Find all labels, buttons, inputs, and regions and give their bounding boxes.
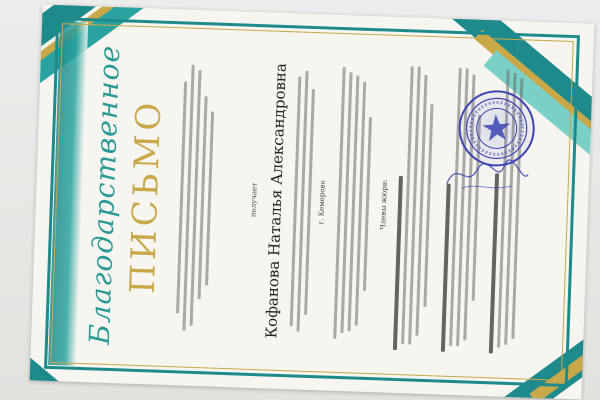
recipient-city: г. Кемерово [317, 180, 327, 225]
certificate-content [56, 28, 567, 375]
gratitude-text-block [333, 58, 378, 349]
organizer-text-block [175, 52, 220, 343]
title-cursive: Благодарственное [82, 44, 127, 346]
recipient-name: Кофанова Наталья Александровна [262, 62, 290, 339]
recipient-label: получает [249, 182, 259, 218]
jury-label: Члены жюри: [379, 179, 389, 230]
handwritten-signature-icon [441, 154, 532, 197]
certificate-sheet [30, 4, 595, 399]
jury-member-1 [393, 60, 439, 351]
title-main: ПИСЬМО [122, 98, 170, 295]
